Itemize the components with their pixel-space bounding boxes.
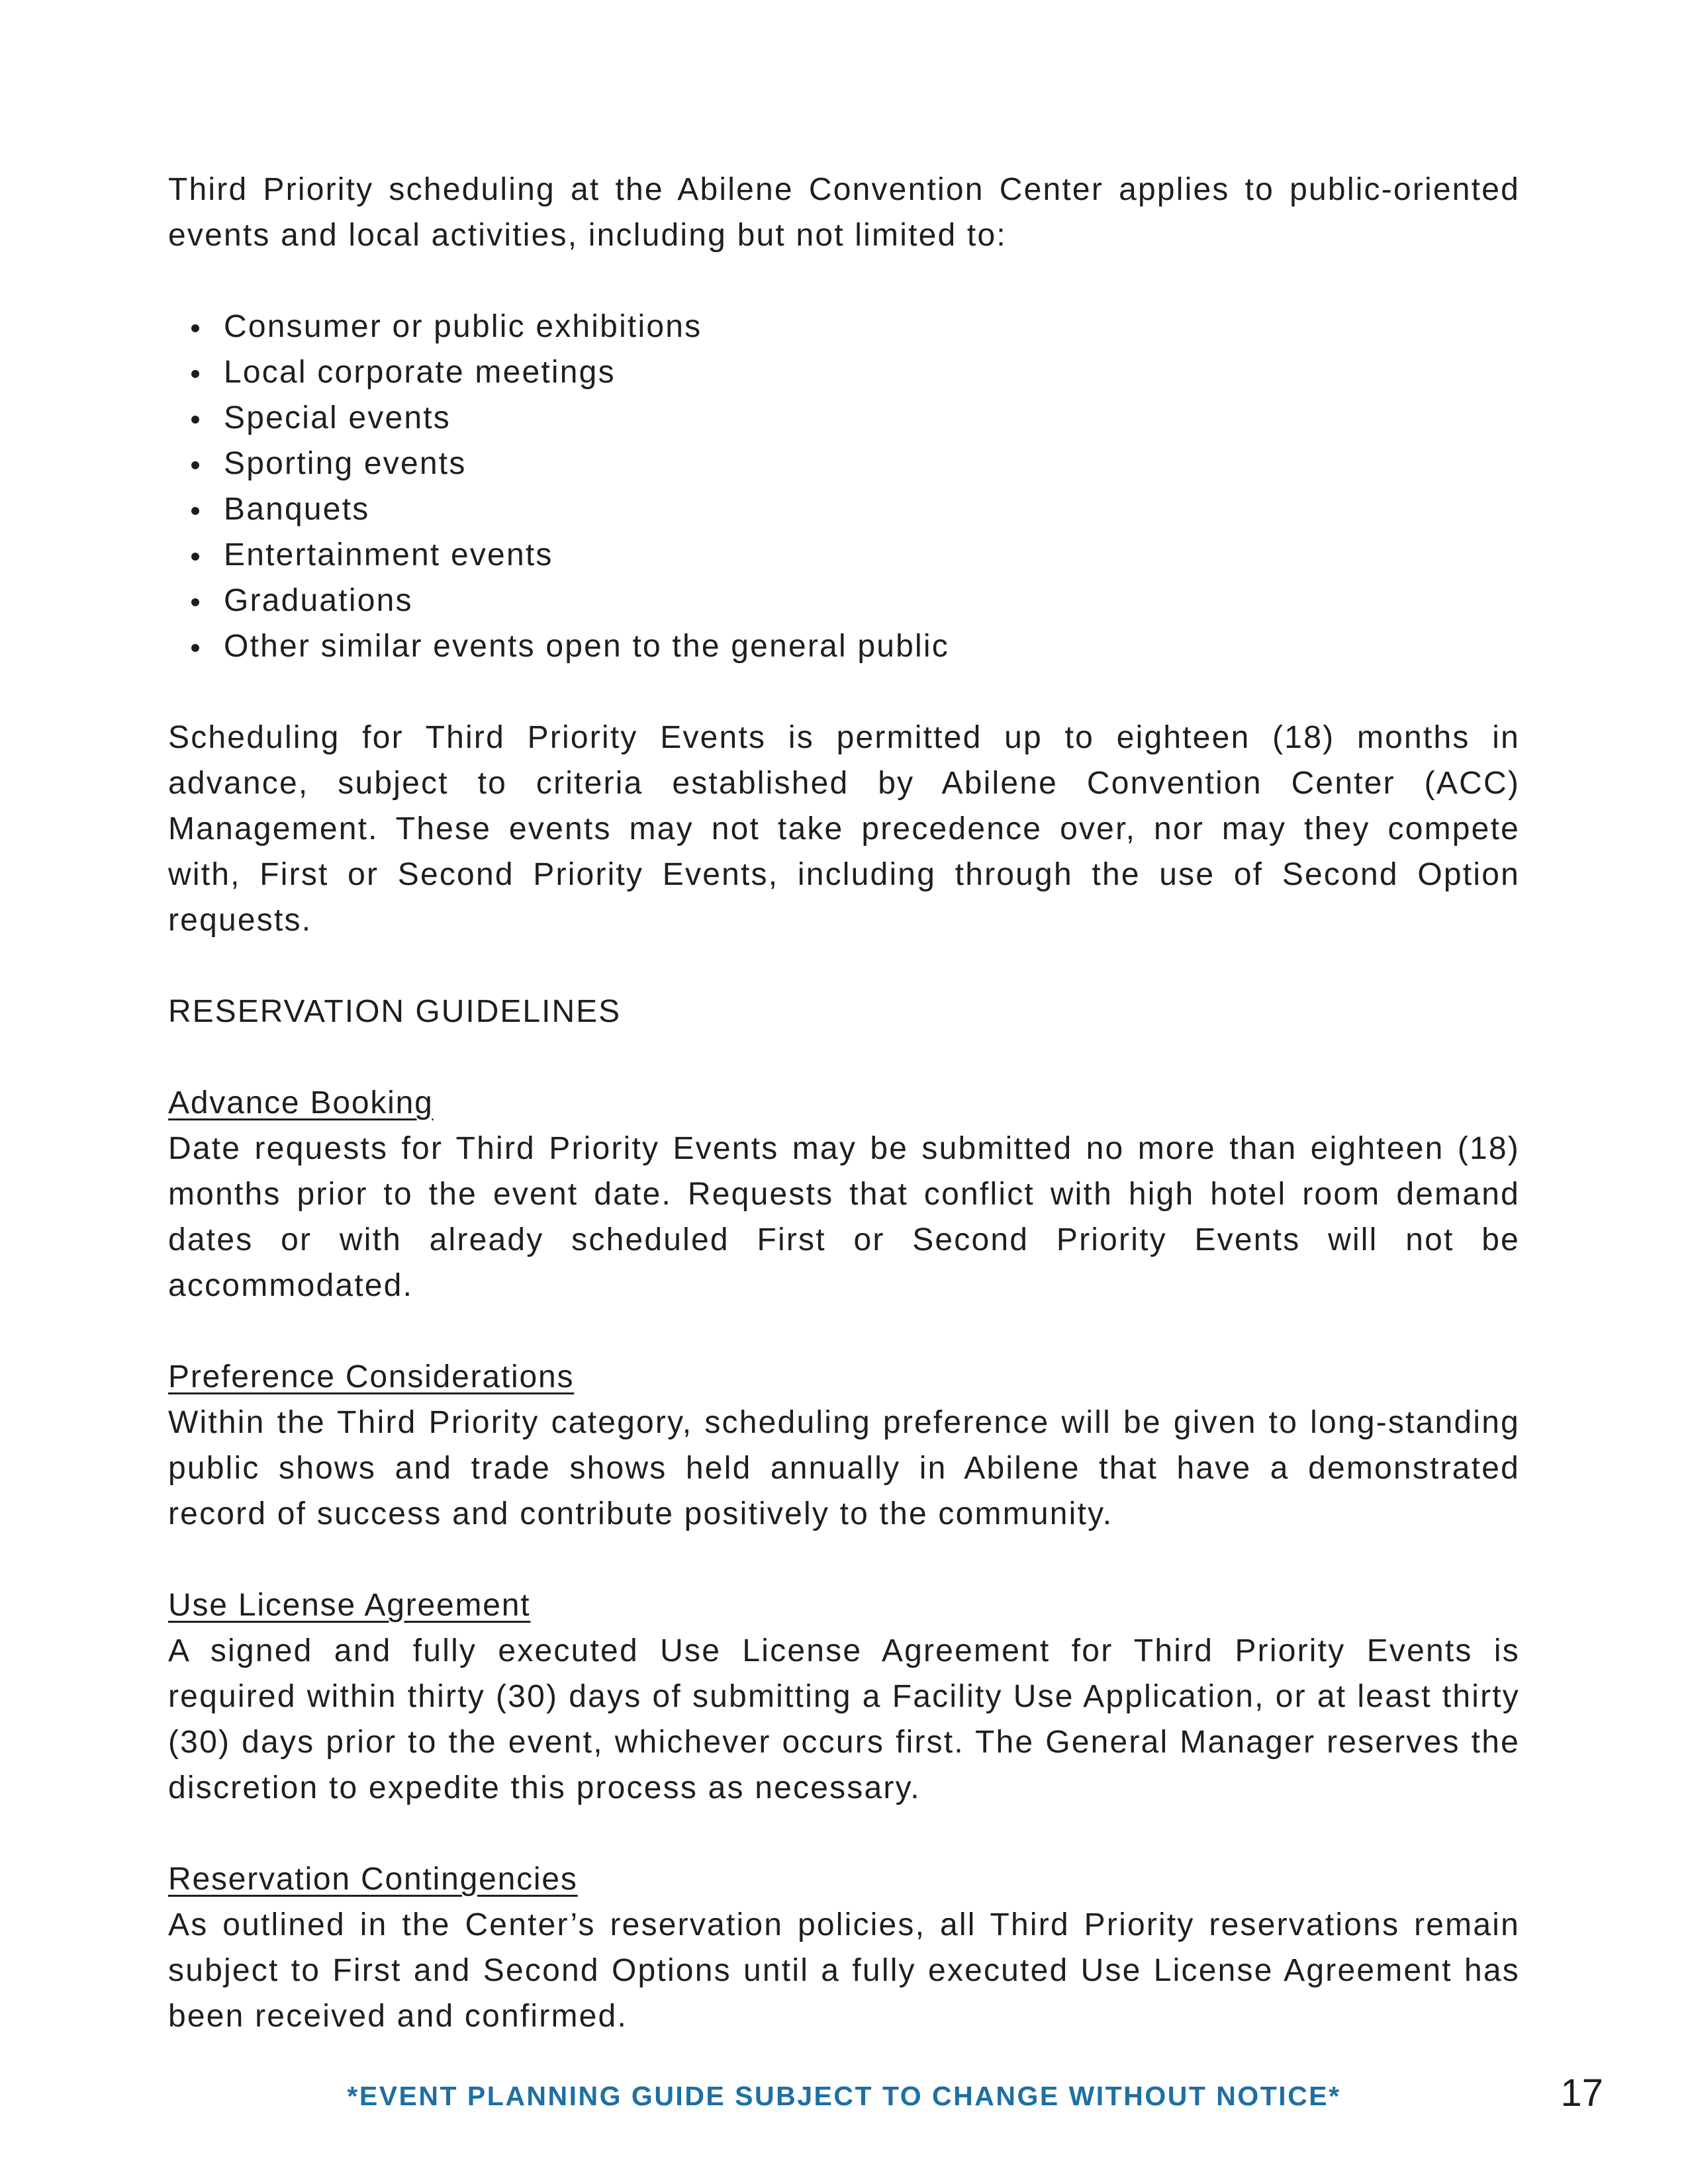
spacer	[168, 669, 1520, 715]
list-item: Local corporate meetings	[168, 349, 1520, 395]
use-license-agreement-body: A signed and fully executed Use License Agreement for Third Priority Events is required within thirty (30) days of submitting a Facility Use Application, or at least thirty (30) days prior to the event, whichever occurs first. The General Manager reserves the discretion to expedite this process as necessary.	[168, 1633, 1520, 1805]
bullet-icon	[191, 598, 199, 606]
use-license-agreement-heading: Use License Agreement	[168, 1588, 531, 1623]
list-item: Other similar events open to the general public	[168, 623, 1520, 669]
list-item: Graduations	[168, 578, 1520, 623]
event-type-list	[168, 304, 1520, 669]
preference-considerations-heading: Preference Considerations	[168, 1359, 575, 1394]
footer-notice: *EVENT PLANNING GUIDE SUBJECT TO CHANGE WITHOUT NOTICE*	[347, 2081, 1341, 2111]
reservation-contingencies-heading: Reservation Contingencies	[168, 1862, 578, 1897]
document-body	[168, 167, 1520, 2039]
page-number: 17	[1560, 2071, 1603, 2115]
list-item: Sporting events	[168, 441, 1520, 486]
bullet-icon	[191, 324, 199, 332]
list-item: Banquets	[168, 486, 1520, 532]
section-title: RESERVATION GUIDELINES	[168, 994, 622, 1029]
preference-considerations-body: Within the Third Priority category, scheduling preference will be given to long-standing public shows and trade shows held annually in Abilene that have a demonstrated record of success and contribute positively to the community.	[168, 1405, 1520, 1531]
bullet-icon	[191, 507, 199, 515]
bullet-icon	[191, 644, 199, 652]
list-item: Entertainment events	[168, 532, 1520, 578]
spacer	[168, 1034, 1520, 1080]
advance-booking-body: Date requests for Third Priority Events may be submitted no more than eighteen (18) months prior to the event date. Requests that conflict with high hotel room demand dates or with already scheduled First or Second Priority Events will not be accommodated.	[168, 1131, 1520, 1303]
intro-paragraph: Third Priority scheduling at the Abilene Convention Center applies to public-oriented events and local activities, including but not limited to:	[168, 172, 1520, 253]
spacer	[168, 258, 1520, 304]
reservation-contingencies-body: As outlined in the Center’s reservation policies, all Third Priority reservations remain subject to First and Second Options until a fully executed Use License Agreement has been received and confirmed.	[168, 1907, 1520, 2034]
spacer	[168, 1308, 1520, 1354]
spacer	[168, 1811, 1520, 1856]
bullet-icon	[191, 553, 199, 561]
list-item: Consumer or public exhibitions	[168, 304, 1520, 349]
list-item: Special events	[168, 395, 1520, 441]
bullet-icon	[191, 416, 199, 424]
scheduling-paragraph: Scheduling for Third Priority Events is permitted up to eighteen (18) months in advance, subject to criteria established by Abilene Convention Center (ACC) Management. These events may not take precedence over, nor may they compete with, First or Second Priority Events, including through the use of Second Option requests.	[168, 720, 1520, 938]
spacer	[168, 943, 1520, 989]
advance-booking-heading: Advance Booking	[168, 1085, 434, 1120]
spacer	[168, 1537, 1520, 1582]
bullet-icon	[191, 370, 199, 378]
bullet-icon	[191, 461, 199, 469]
